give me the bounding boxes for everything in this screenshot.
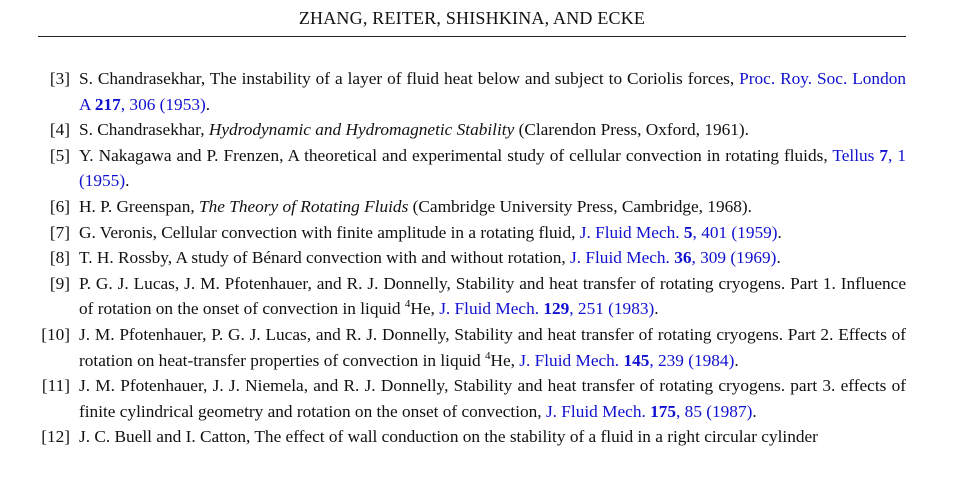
reference-number: [11] <box>41 376 70 396</box>
reference-number: [5] <box>49 145 70 165</box>
reference-item <box>0 373 956 424</box>
reference-link[interactable]: J. Fluid Mech. 36, 309 (1969) <box>570 248 777 268</box>
running-header: ZHANG, REITER, SHISHKINA, AND ECKE <box>298 8 646 28</box>
reference-number: [9] <box>49 273 70 293</box>
reference-item <box>0 245 956 271</box>
reference-text: J. C. Buell and I. Catton, The effect of wall conduction on the stability of a fluid in a right circular cylinder <box>79 427 818 447</box>
reference-item <box>0 117 956 143</box>
header-rule <box>38 36 906 37</box>
reference-link[interactable]: J. Fluid Mech. 5, 401 (1959) <box>579 222 778 242</box>
reference-number: [7] <box>49 222 70 242</box>
reference-item <box>0 66 956 117</box>
book-title: Hydrodynamic and Hydromagnetic Stability <box>208 120 515 140</box>
reference-number: [6] <box>49 196 70 216</box>
reference-number: [8] <box>49 248 70 268</box>
reference-item <box>0 322 956 373</box>
reference-item <box>0 424 956 450</box>
reference-list <box>0 66 956 450</box>
reference-number: [3] <box>49 69 70 88</box>
reference-text: Y. Nakagawa and P. Frenzen, A theoretical and experimental study of cellular convection in rotating fluids, Tellus 7, 1 (1955). <box>79 145 907 191</box>
reference-item <box>0 143 956 194</box>
reference-item <box>0 194 956 220</box>
reference-item <box>0 220 956 246</box>
reference-link[interactable]: J. Fluid Mech. 175, 85 (1987) <box>545 401 753 421</box>
reference-link[interactable]: J. Fluid Mech. 129, 251 (1983) <box>439 299 655 319</box>
reference-text: S. Chandrasekhar, Hydrodynamic and Hydromagnetic Stability (Clarendon Press, Oxford, 1961). <box>79 120 749 140</box>
reference-link[interactable]: J. Fluid Mech. 145, 239 (1984) <box>519 350 735 370</box>
reference-link[interactable]: Proc. Roy. Soc. London A 217, 306 (1953) <box>79 69 906 114</box>
reference-text: T. H. Rossby, A study of Bénard convection with and without rotation, J. Fluid Mech. 36, 309 (1969). <box>79 248 781 268</box>
reference-text: S. Chandrasekhar, The instability of a layer of fluid heat below and subject to Coriolis forces, Proc. Roy. Soc. London A 217, 306 (1953). <box>79 69 906 114</box>
reference-number: [12] <box>41 427 70 447</box>
reference-number: [4] <box>49 120 70 140</box>
reference-text: G. Veronis, Cellular convection with finite amplitude in a rotating fluid, J. Fluid Mech. 5, 401 (1959). <box>79 222 782 242</box>
reference-text: P. G. J. Lucas, J. M. Pfotenhauer, and R. J. Donnelly, Stability and heat transfer of rotating cryogens. Part 1. Influence of rotation on the onset of convection in liquid $^4$He, J. Fluid Mech. 129, 251 (1983). <box>79 273 906 319</box>
reference-number: [10] <box>41 324 70 344</box>
reference-link[interactable]: Tellus 7, 1 (1955) <box>79 145 907 191</box>
reference-text: J. M. Pfotenhauer, J. J. Niemela, and R. J. Donnelly, Stability and heat transfer of rotating cryogens. part 3. effects of finite cylindrical geometry and rotation on the onset of convection, J. Fluid Mech. 175, 85 (1987). <box>79 376 906 421</box>
book-title: The Theory of Rotating Fluids <box>199 196 409 216</box>
reference-item <box>0 271 956 322</box>
reference-text: H. P. Greenspan, The Theory of Rotating Fluids (Cambridge University Press, Cambridge, 1968). <box>79 196 752 216</box>
reference-text: J. M. Pfotenhauer, P. G. J. Lucas, and R. J. Donnelly, Stability and heat transfer of rotating cryogens. Part 2. Effects of rotation on heat-transfer properties of convection in liquid $^4$He, J. Fluid Mech. 145, 239 (1984). <box>79 324 906 370</box>
